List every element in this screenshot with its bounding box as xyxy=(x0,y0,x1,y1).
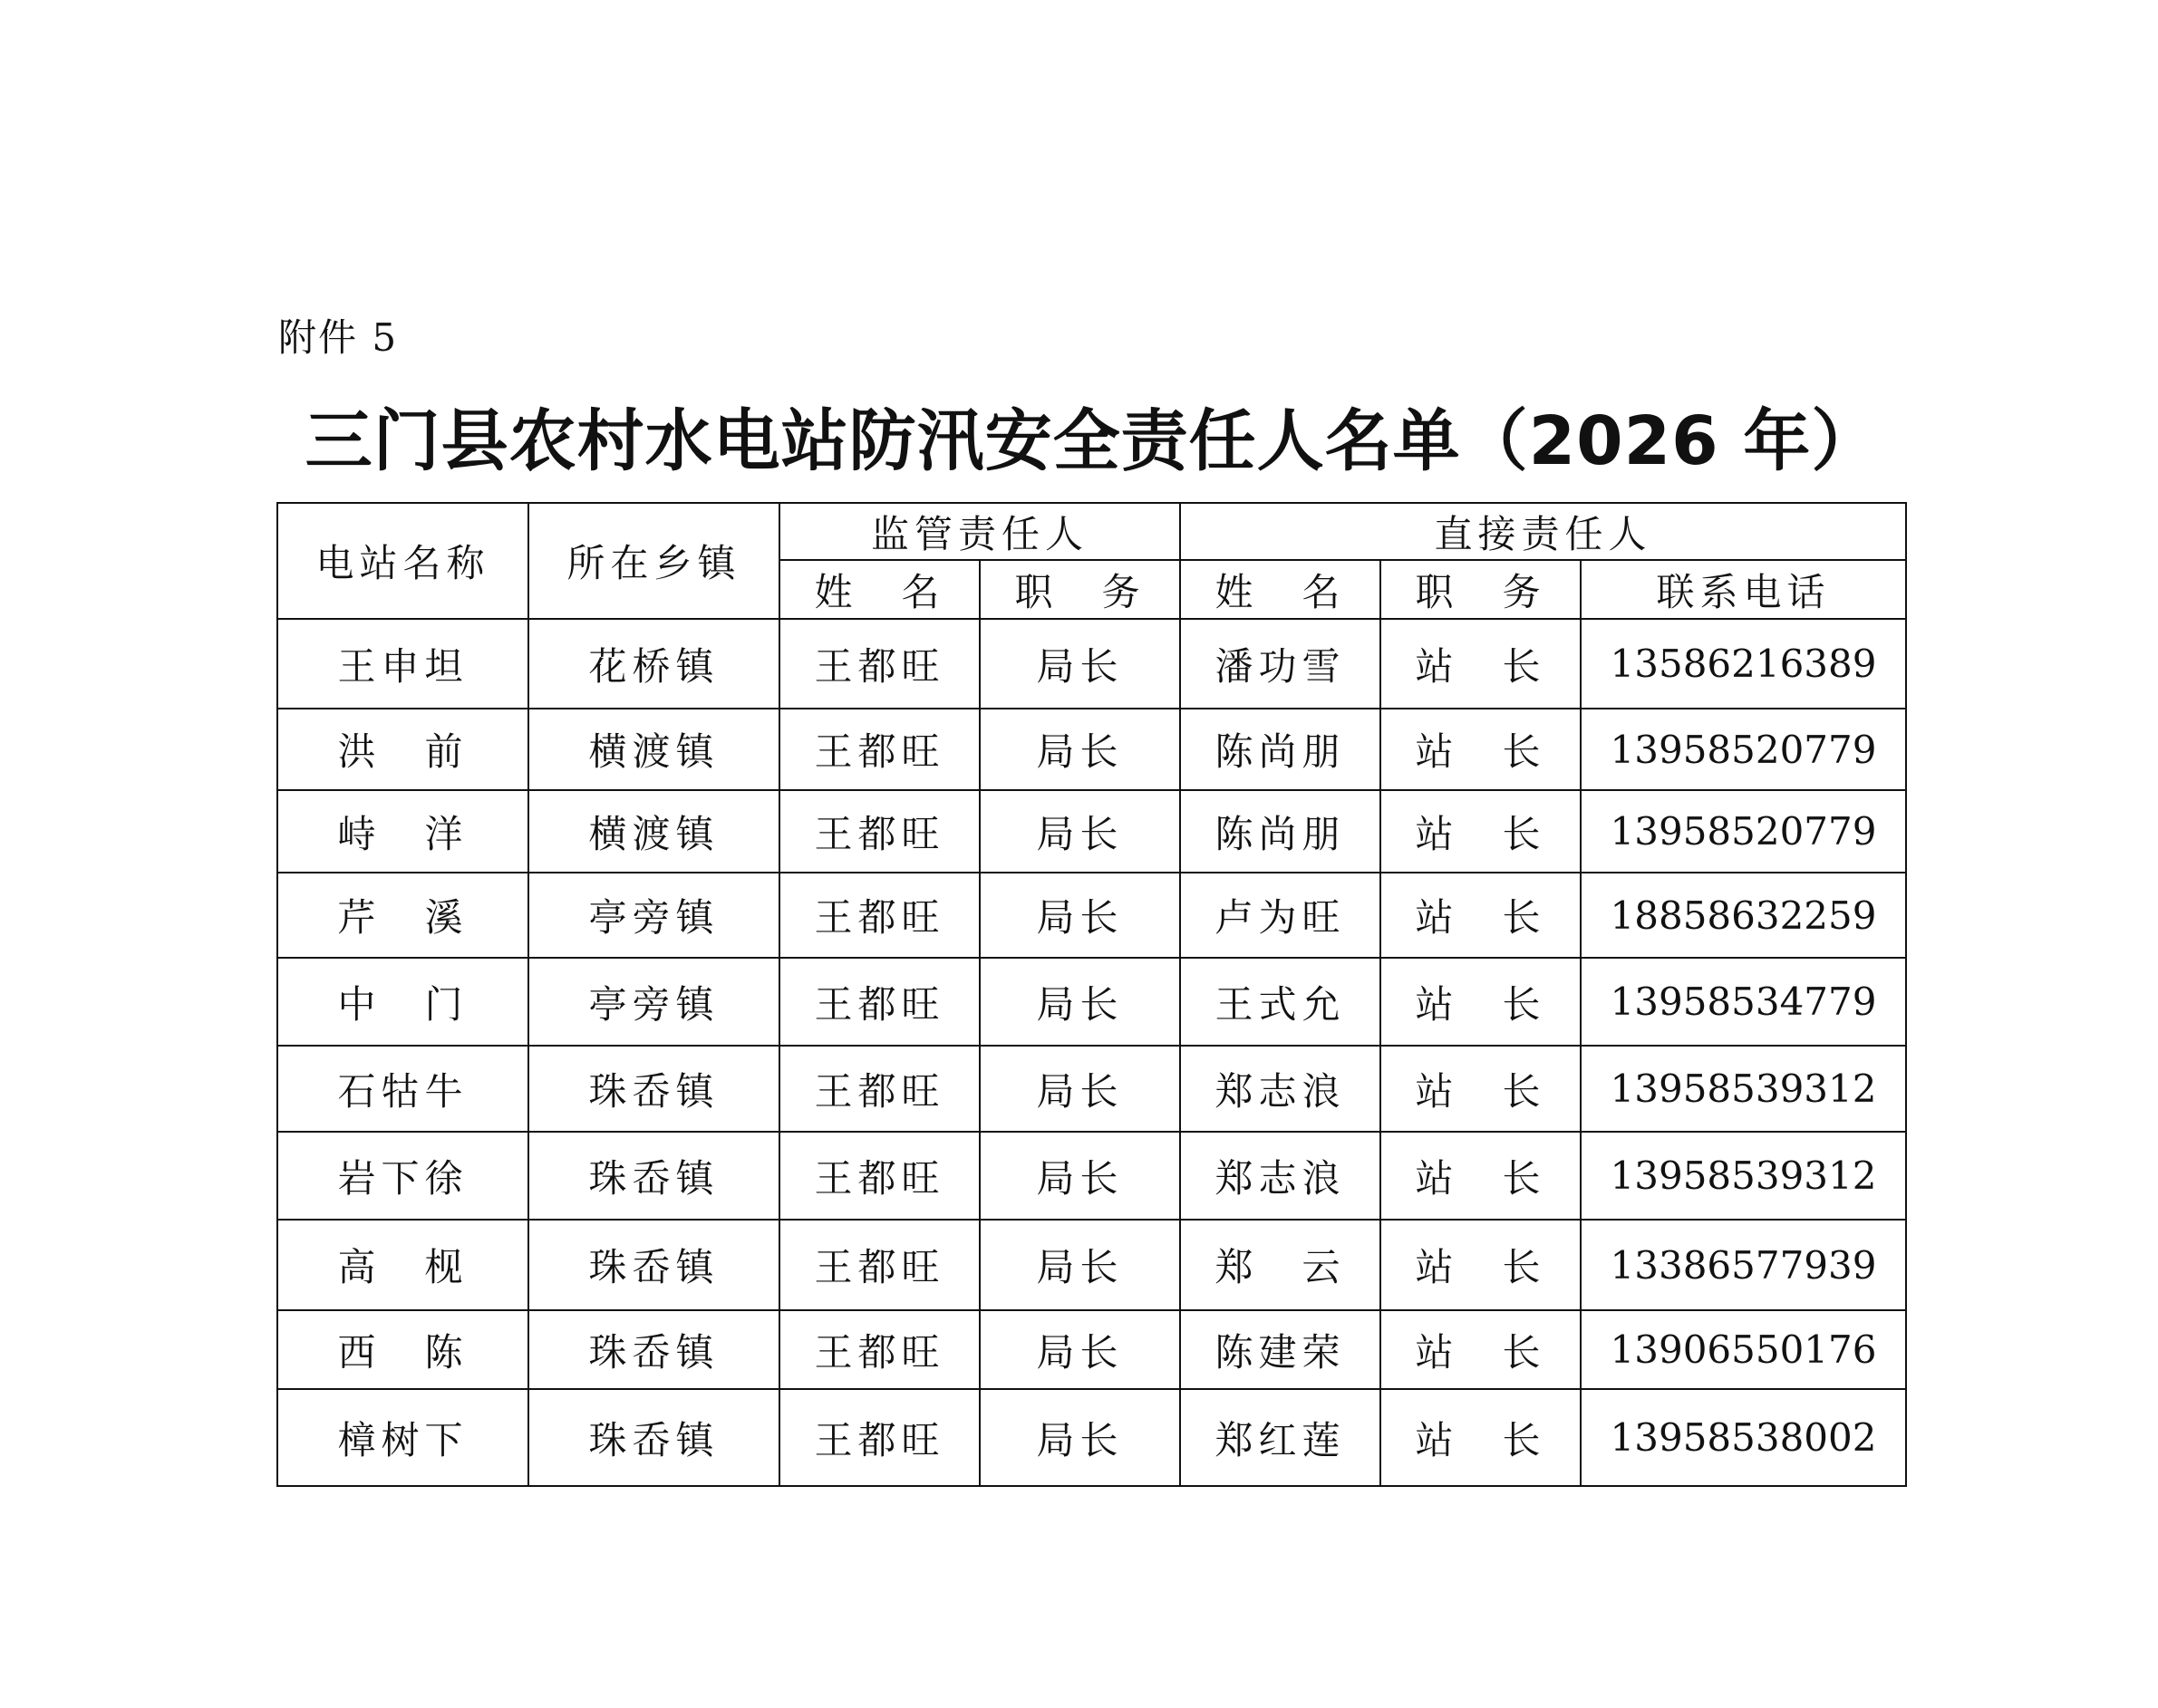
cell-station: 芹 溪 xyxy=(277,873,528,958)
cell-station: 高 枧 xyxy=(277,1220,528,1310)
cell-phone: 13958520779 xyxy=(1581,709,1906,790)
cell-direct-title: 站 长 xyxy=(1380,1132,1581,1220)
cell-direct-name: 郑红莲 xyxy=(1180,1389,1380,1486)
document-title: 三门县农村水电站防汛安全责任人名单（2026 年） xyxy=(305,402,1880,480)
cell-phone: 13958539312 xyxy=(1581,1046,1906,1132)
cell-direct-title: 站 长 xyxy=(1380,790,1581,873)
table-row xyxy=(277,619,1906,709)
cell-supervisor-name: 王都旺 xyxy=(779,709,980,790)
cell-supervisor-name: 王都旺 xyxy=(779,790,980,873)
cell-supervisor-title: 局长 xyxy=(980,619,1180,709)
cell-station: 峙 洋 xyxy=(277,790,528,873)
cell-supervisor-name: 王都旺 xyxy=(779,958,980,1046)
cell-phone: 13958520779 xyxy=(1581,790,1906,873)
cell-supervisor-name: 王都旺 xyxy=(779,1132,980,1220)
cell-direct-name: 郑志浪 xyxy=(1180,1046,1380,1132)
table-row xyxy=(277,1389,1906,1486)
table-row xyxy=(277,873,1906,958)
cell-phone: 13958539312 xyxy=(1581,1132,1906,1220)
header-sup-title: 职 务 xyxy=(980,560,1180,619)
cell-township: 珠岙镇 xyxy=(528,1046,779,1132)
cell-supervisor-name: 王都旺 xyxy=(779,619,980,709)
cell-supervisor-title: 局长 xyxy=(980,1310,1180,1389)
table-row xyxy=(277,1132,1906,1220)
cell-supervisor-title: 局长 xyxy=(980,1220,1180,1310)
cell-supervisor-title: 局长 xyxy=(980,873,1180,958)
header-sup-name: 姓 名 xyxy=(779,560,980,619)
cell-direct-name: 潘功雪 xyxy=(1180,619,1380,709)
table-row xyxy=(277,958,1906,1046)
cell-supervisor-title: 局长 xyxy=(980,1046,1180,1132)
cell-supervisor-name: 王都旺 xyxy=(779,1046,980,1132)
cell-township: 珠岙镇 xyxy=(528,1389,779,1486)
cell-direct-name: 郑志浪 xyxy=(1180,1132,1380,1220)
cell-direct-title: 站 长 xyxy=(1380,958,1581,1046)
cell-supervisor-title: 局长 xyxy=(980,1132,1180,1220)
cell-station: 中 门 xyxy=(277,958,528,1046)
table-row xyxy=(277,1310,1906,1389)
table-row xyxy=(277,709,1906,790)
cell-supervisor-title: 局长 xyxy=(980,1389,1180,1486)
cell-direct-title: 站 长 xyxy=(1380,1046,1581,1132)
cell-direct-title: 站 长 xyxy=(1380,1310,1581,1389)
cell-township: 横渡镇 xyxy=(528,790,779,873)
cell-station: 岩下徐 xyxy=(277,1132,528,1220)
table-row xyxy=(277,790,1906,873)
cell-phone: 13386577939 xyxy=(1581,1220,1906,1310)
cell-phone: 13586216389 xyxy=(1581,619,1906,709)
header-station: 电站名称 xyxy=(277,503,528,619)
header-supervisor-group: 监管责任人 xyxy=(779,503,1180,560)
cell-township: 亭旁镇 xyxy=(528,958,779,1046)
table-row xyxy=(277,1046,1906,1132)
cell-township: 珠岙镇 xyxy=(528,1310,779,1389)
cell-direct-title: 站 长 xyxy=(1380,1220,1581,1310)
header-township: 所在乡镇 xyxy=(528,503,779,619)
header-direct-group: 直接责任人 xyxy=(1180,503,1906,560)
cell-supervisor-name: 王都旺 xyxy=(779,873,980,958)
cell-phone: 18858632259 xyxy=(1581,873,1906,958)
cell-station: 石牯牛 xyxy=(277,1046,528,1132)
header-phone: 联系电话 xyxy=(1581,560,1906,619)
cell-township: 珠岙镇 xyxy=(528,1132,779,1220)
cell-supervisor-name: 王都旺 xyxy=(779,1310,980,1389)
cell-supervisor-title: 局长 xyxy=(980,790,1180,873)
cell-phone: 13958534779 xyxy=(1581,958,1906,1046)
cell-direct-name: 郑 云 xyxy=(1180,1220,1380,1310)
cell-direct-title: 站 长 xyxy=(1380,873,1581,958)
cell-direct-title: 站 长 xyxy=(1380,1389,1581,1486)
header-dir-title: 职 务 xyxy=(1380,560,1581,619)
cell-supervisor-title: 局长 xyxy=(980,958,1180,1046)
cell-supervisor-title: 局长 xyxy=(980,709,1180,790)
cell-direct-title: 站 长 xyxy=(1380,709,1581,790)
cell-direct-name: 陈建荣 xyxy=(1180,1310,1380,1389)
cell-direct-name: 卢为旺 xyxy=(1180,873,1380,958)
cell-township: 珠岙镇 xyxy=(528,1220,779,1310)
cell-station: 洪 前 xyxy=(277,709,528,790)
cell-supervisor-name: 王都旺 xyxy=(779,1389,980,1486)
cell-supervisor-name: 王都旺 xyxy=(779,1220,980,1310)
cell-phone: 13958538002 xyxy=(1581,1389,1906,1486)
cell-township: 横渡镇 xyxy=(528,709,779,790)
cell-station: 王申坦 xyxy=(277,619,528,709)
cell-phone: 13906550176 xyxy=(1581,1310,1906,1389)
header-dir-name: 姓 名 xyxy=(1180,560,1380,619)
cell-station: 西 陈 xyxy=(277,1310,528,1389)
cell-direct-name: 陈尚朋 xyxy=(1180,790,1380,873)
cell-direct-name: 王式允 xyxy=(1180,958,1380,1046)
cell-township: 亭旁镇 xyxy=(528,873,779,958)
header-row-top xyxy=(277,503,1906,560)
attachment-label: 附件 5 xyxy=(278,315,399,360)
responsibility-table xyxy=(276,502,1907,1487)
table-row xyxy=(277,1220,1906,1310)
cell-station: 樟树下 xyxy=(277,1389,528,1486)
cell-direct-name: 陈尚朋 xyxy=(1180,709,1380,790)
cell-direct-title: 站 长 xyxy=(1380,619,1581,709)
cell-township: 花桥镇 xyxy=(528,619,779,709)
